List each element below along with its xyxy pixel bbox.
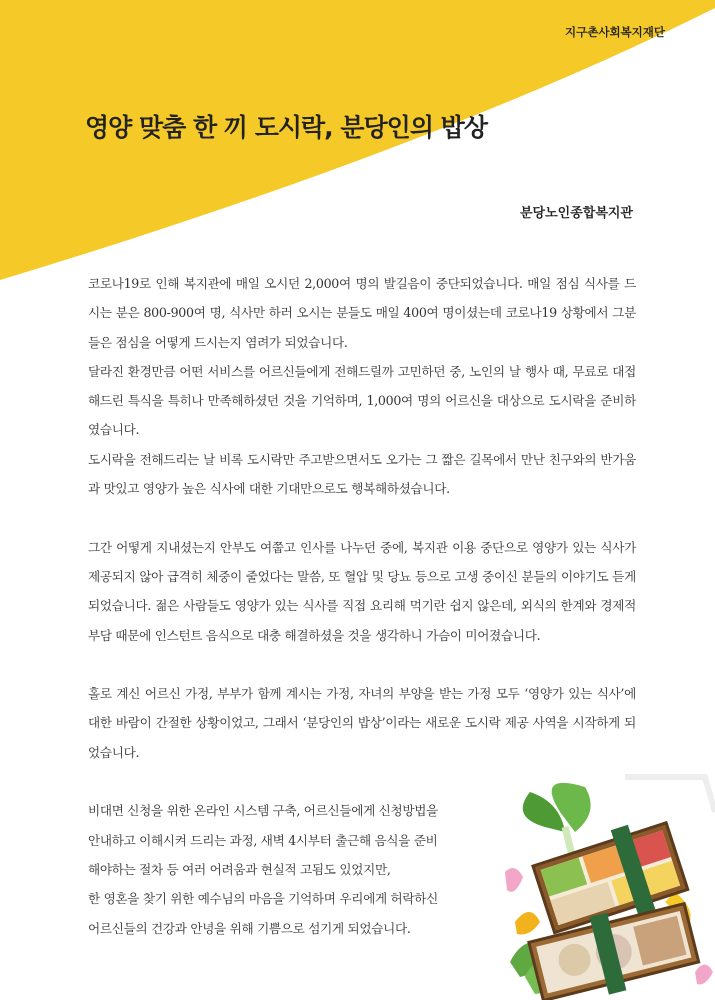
paragraph: 홀로 계신 어르신 가정, 부부가 함께 계시는 가정, 자녀의 부양을 받는 가정 모두 ‘영양가 있는 식사’에 대한 바람이 간절한 상황이었고, 그래서 ‘분당인의 밥상’이라는 새로운 도시락 제공 사역을 시작하게 되었습니다. [88, 686, 636, 760]
paragraph: 도시락을 전해드리는 날 비록 도시락만 주고받으면서도 오가는 그 짧은 길목에서 만난 친구와의 반가움과 맛있고 영양가 높은 식사에 대한 기대만으로도 행복해하셨습니다. [88, 451, 636, 497]
author-name: 분당노인종합복지관 [519, 206, 633, 221]
text-line: 해야하는 절차 등 여러 어려움과 현실적 고됨도 있었지만, [88, 861, 391, 877]
paragraph: 달라진 환경만큼 어떤 서비스를 어르신들에게 전해드릴까 고민하던 중, 노인의 날 행사 때, 무료로 대접해드린 특식을 특히나 만족해하셨던 것을 기억하며, 1,000여 명의 어르신을 대상으로 도시락을 준비하였습니다. [88, 363, 636, 438]
lunchbox-illustration-icon [505, 772, 715, 1000]
paragraph: 코로나19로 인해 복지관에 매일 오시던 2,000여 명의 발길음이 중단되었습니다. 매일 점심 식사를 드시는 분은 800-900여 명, 식사만 하러 오시는 분들도 매일 400여 명이셨는데 코로나19 상황에서 그분들은 점심을 어떻게 드시는지 염려가 되었습니다. [88, 276, 636, 350]
paragraph: 그간 어떻게 지내셨는지 안부도 여쭙고 인사를 나누던 중에, 복지관 이용 중단으로 영양가 있는 식사가 제공되지 않아 급격히 체중이 줄었다는 말씀, 또 혈압 및 당뇨 등으로 고생 중이신 분들의 이야기도 듣게 되었습니다. 젊은 사람들도 영양가 있는 식사를 직접 요리해 먹기란 쉽지 않은데, 외식의 한계와 경제적 부담 때문에 인스턴트 음식으로 대충 해결하셨을 것을 생각하니 가슴이 미어졌습니다. [88, 539, 636, 643]
text-line: 한 영혼을 찾기 위한 예수님의 마음을 기억하며 우리에게 허락하신 [88, 891, 438, 907]
text-line: 안내하고 이해시켜 드리는 과정, 새벽 4시부터 출근해 음식을 준비 [88, 832, 438, 848]
text-line: 어르신들의 건강과 안녕을 위해 기쁨으로 섬기게 되었습니다. [88, 920, 411, 936]
yellow-background-shape [0, 0, 715, 290]
page-title: 영양 맞춤 한 끼 도시락, 분당인의 밥상 [85, 113, 487, 142]
text-line: 비대면 신청을 위한 온라인 시스템 구축, 어르신들에게 신청방법을 [88, 803, 438, 819]
organization-name: 지구촌사회복지재단 [565, 25, 665, 39]
paragraph [88, 796, 508, 942]
